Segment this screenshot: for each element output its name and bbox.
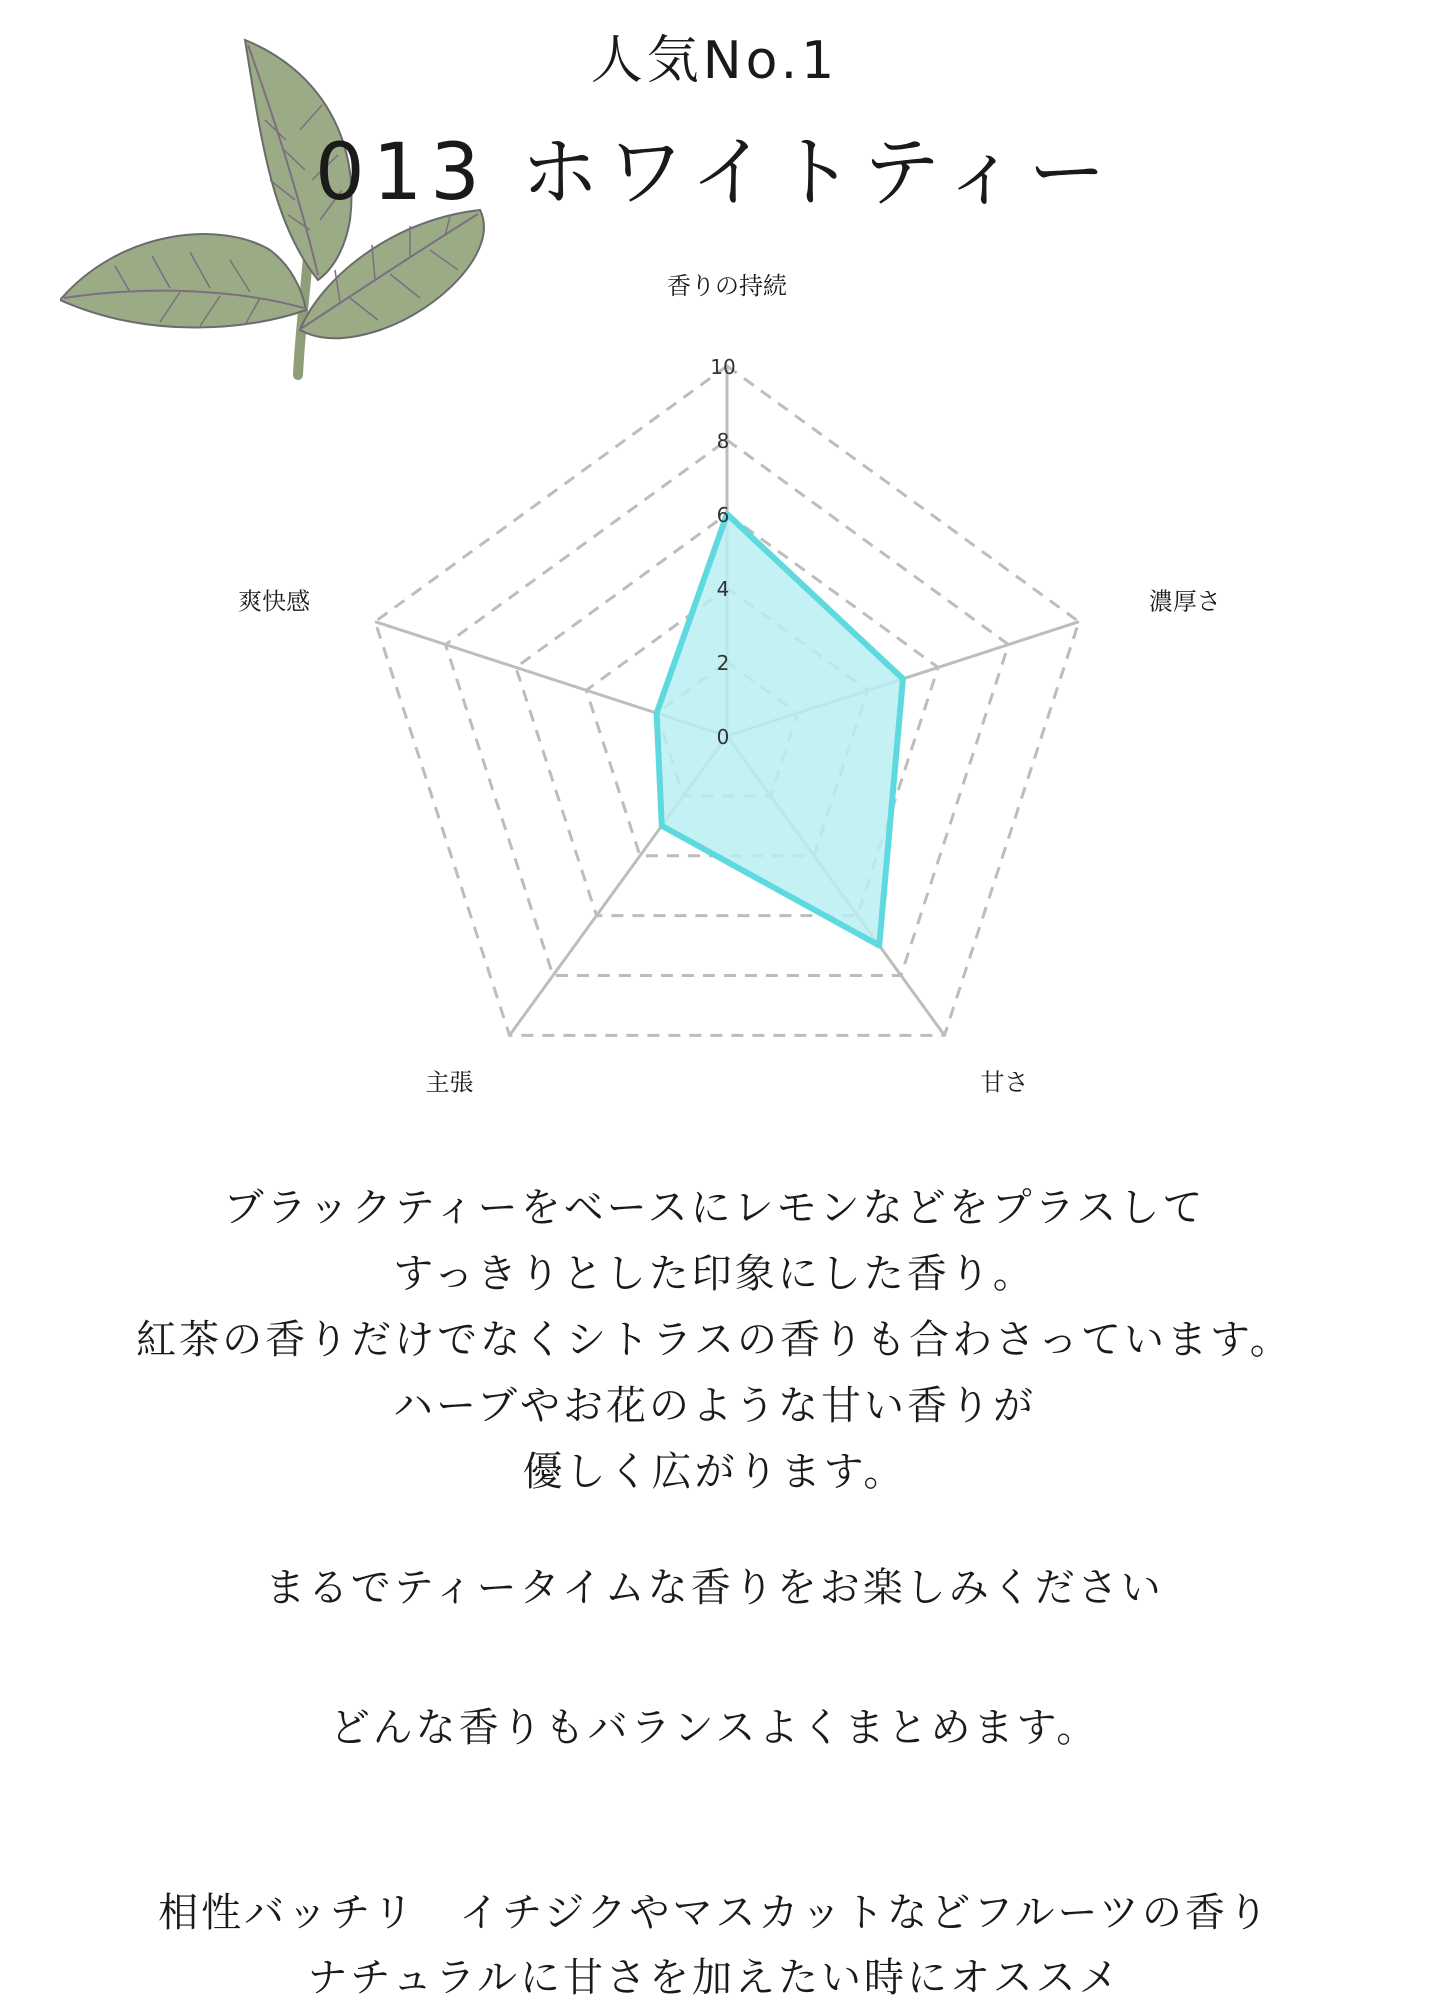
radar-data-point (654, 710, 660, 716)
radar-tick-label: 4 (716, 577, 730, 601)
balance-note: どんな香りもバランスよくまとめます。 (329, 1705, 1100, 1751)
radar-tick-label: 10 (710, 355, 736, 379)
pairing-note: 相性バッチリ イチジクやマスカットなどフルーツの香り (158, 1890, 1271, 1936)
radar-data-point (659, 823, 665, 829)
description-block (0, 1175, 1429, 1505)
radar-tick-label: 6 (716, 503, 730, 527)
description-line: ブラックティーをベースにレモンなどをプラスして (223, 1185, 1206, 1231)
radar-axis-label: 主張 (425, 1068, 474, 1097)
radar-tick-label: 2 (716, 651, 730, 675)
radar-data-point (900, 676, 906, 682)
radar-axis-label: 甘さ (980, 1068, 1029, 1097)
product-title: 013 ホワイトティー (314, 128, 1115, 218)
radar-data-area (657, 514, 903, 946)
radar-tick-label: 8 (716, 429, 730, 453)
radar-axis-label: 濃厚さ (1148, 587, 1221, 616)
description-line: すっきりとした印象にした香り。 (393, 1251, 1036, 1297)
radar-axis-label: 爽快感 (238, 587, 311, 616)
tagline: まるでティータイムな香りをお楽しみください (265, 1565, 1164, 1611)
description-line: 優しく広がります。 (522, 1449, 907, 1495)
radar-chart (0, 230, 1429, 1130)
radar-data-point (876, 943, 882, 949)
pairing-recommendation: ナチュラルに甘さを加えたい時にオススメ (307, 1955, 1122, 2001)
radar-axis-label: 香りの持続 (667, 272, 787, 300)
description-line: 紅茶の香りだけでなくシトラスの香りも合わさっています。 (136, 1317, 1293, 1363)
description-line: ハーブやお花のような甘い香りが (393, 1383, 1036, 1429)
radar-tick-label: 0 (716, 725, 730, 749)
popularity-heading: 人気No.1 (590, 31, 839, 91)
